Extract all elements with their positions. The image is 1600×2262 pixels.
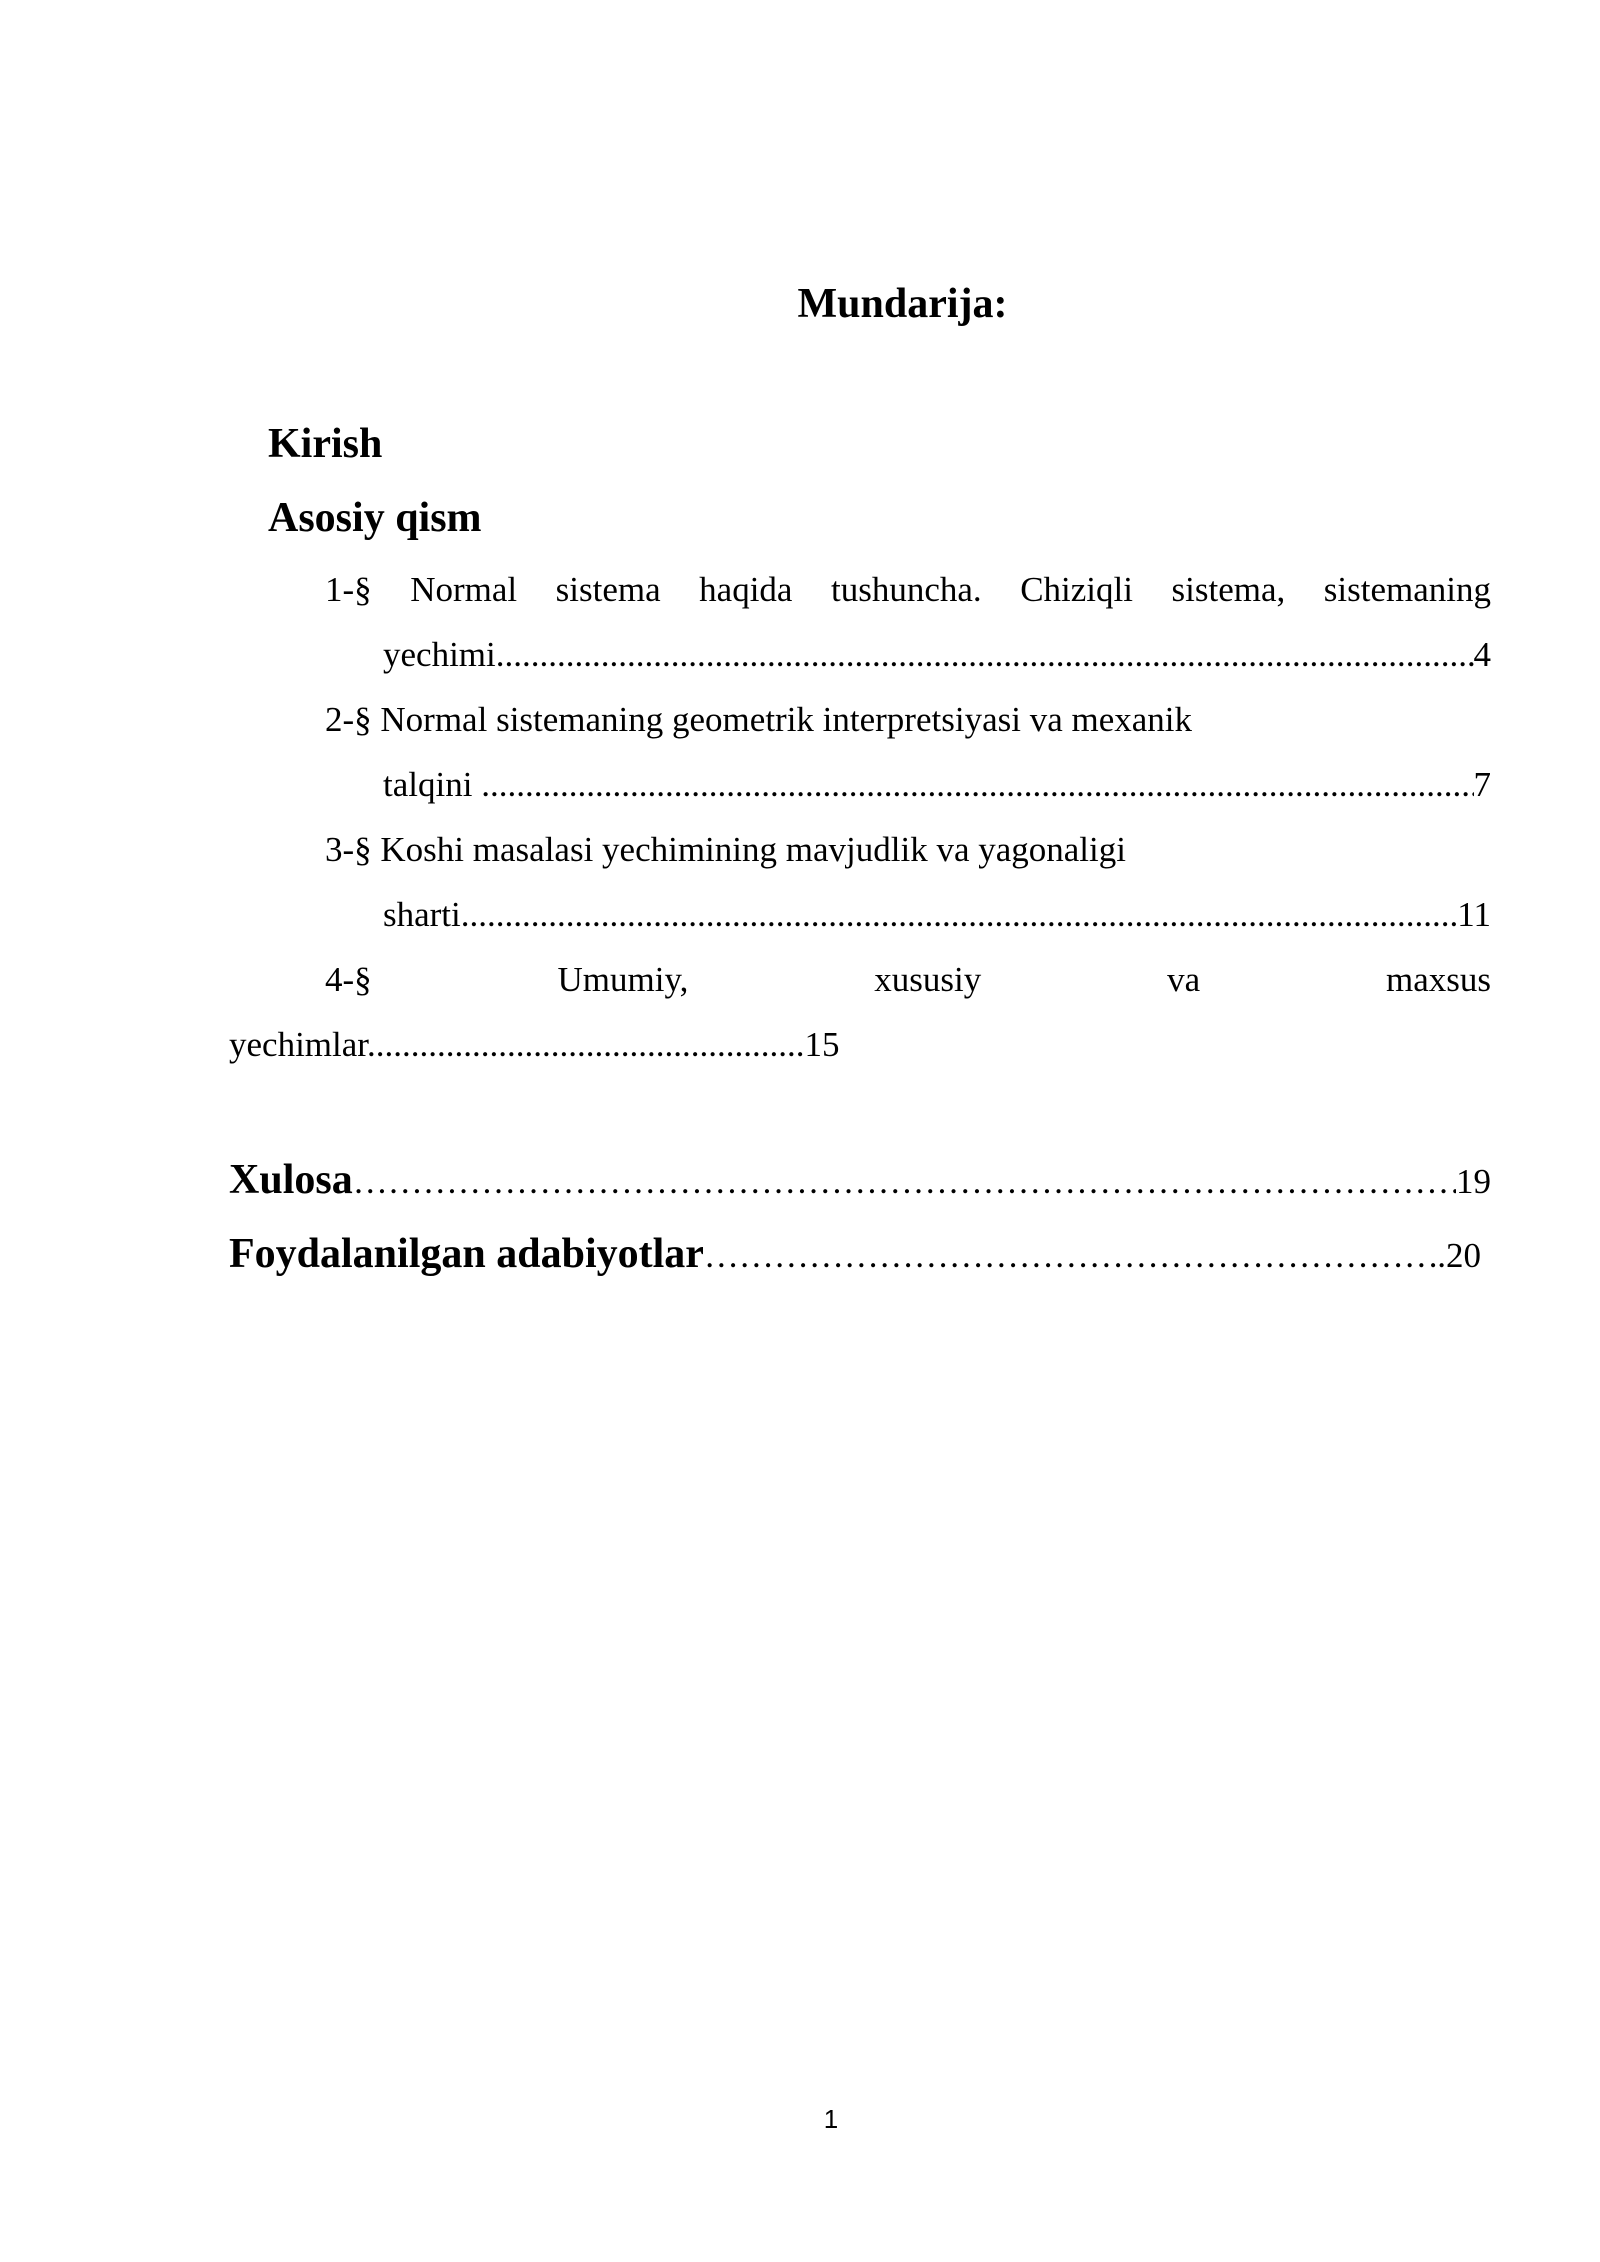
toc-word: haqida [699, 570, 793, 609]
toc-section-4-entry: yechimlar..................................................15 [229, 1025, 840, 1064]
toc-word: tushuncha. [830, 570, 982, 609]
toc-section-4-title [325, 960, 1491, 1000]
toc-conclusion [229, 1156, 1491, 1204]
toc-word: Umumiy, [557, 960, 689, 999]
toc-word: sistemaning [1323, 570, 1491, 609]
toc-heading-intro: Kirish [268, 421, 383, 467]
toc-page-number: 19 [1456, 1162, 1491, 1201]
dot-leader [461, 895, 1458, 935]
toc-heading-main-part: Asosiy qism [268, 495, 482, 541]
toc-word: Chiziqli [1020, 570, 1133, 609]
toc-references [229, 1230, 1481, 1278]
toc-word: 1-§ [325, 570, 372, 609]
toc-word: xususiy [874, 960, 982, 999]
toc-section-1-title [325, 570, 1491, 610]
toc-word: sistema [555, 570, 661, 609]
dot-leader [481, 765, 1473, 805]
dot-leader [353, 1162, 1456, 1202]
toc-word: 4-§ [325, 960, 372, 999]
toc-entry-text: sharti [383, 895, 461, 934]
toc-section-2-entry [383, 765, 1491, 805]
dot-leader [704, 1236, 1437, 1276]
toc-word: va [1167, 960, 1201, 999]
toc-page-number: .20 [1437, 1236, 1481, 1275]
toc-entry-text: yechimi [383, 635, 496, 674]
toc-section-3-title: 3-§ Koshi masalasi yechimining mavjudlik va yagonaligi [325, 830, 1126, 869]
toc-word: maxsus [1385, 960, 1491, 999]
dot-leader [496, 635, 1474, 675]
toc-section-3-entry [383, 895, 1491, 935]
toc-word: Normal [410, 570, 518, 609]
page-number: 1 [823, 2104, 839, 2134]
toc-page-number: 7 [1473, 765, 1491, 804]
toc-section-2-title: 2-§ Normal sistemaning geometrik interpretsiyasi va mexanik [325, 700, 1193, 739]
toc-section-1-entry [383, 635, 1491, 675]
toc-references-label: Foydalanilgan adabiyotlar [229, 1231, 704, 1277]
page-title: Mundarija: [797, 281, 1008, 327]
toc-word: sistema, [1171, 570, 1286, 609]
toc-conclusion-label: Xulosa [229, 1157, 353, 1203]
toc-page-number: 11 [1457, 895, 1491, 934]
toc-entry-text: talqini [383, 765, 482, 804]
toc-page-number: 4 [1473, 635, 1491, 674]
